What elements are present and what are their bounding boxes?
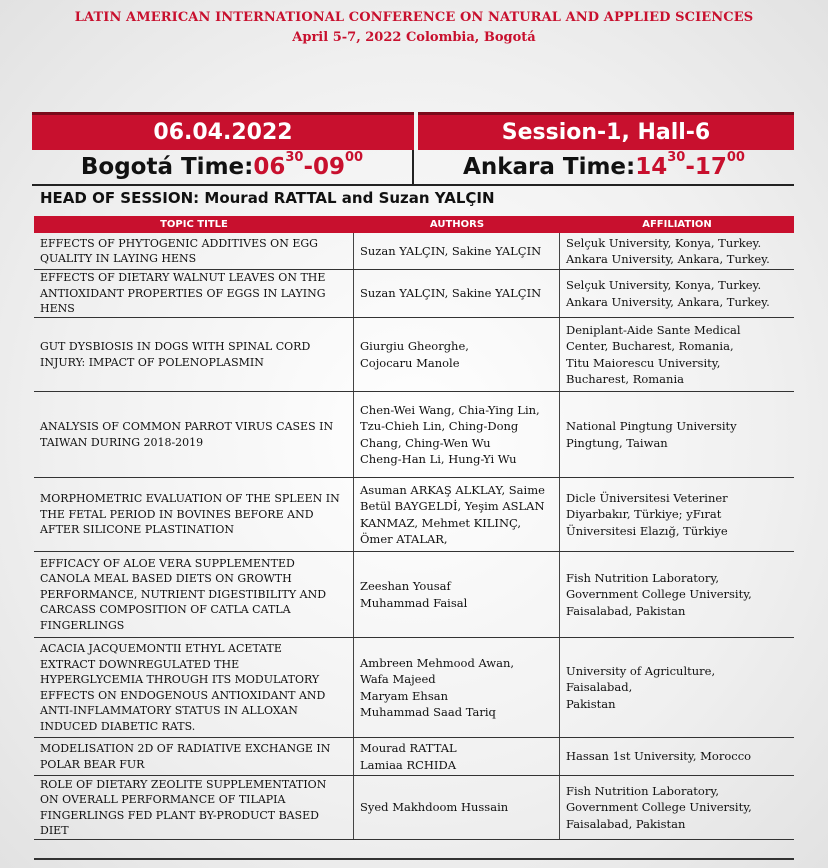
affiliation-cell <box>560 392 794 477</box>
topic-line: EFFECTS ON ENDOGENOUS ANTIOXIDANT AND <box>40 688 326 702</box>
affiliation-line: Titu Maiorescu University, <box>566 355 721 370</box>
affiliation-line: Deniplant-Aide Sante Medical <box>566 322 741 337</box>
topic-line: EFFECTS OF DIETARY WALNUT LEAVES ON THE <box>40 271 326 285</box>
affiliation-cell <box>560 552 794 637</box>
bogota-time <box>32 150 414 186</box>
affiliation-line: Fish Nutrition Laboratory, <box>566 570 719 585</box>
topic-line: CARCASS COMPOSITION OF CATLA CATLA <box>40 603 291 617</box>
conference-dates: April 5-7, 2022 Colombia, Bogotá <box>292 30 536 45</box>
authors-line: Lamiaa RCHIDA <box>360 757 456 772</box>
header-topic: TOPIC TITLE <box>160 219 228 230</box>
authors-line: Cojocaru Manole <box>360 355 460 370</box>
topic-line: HYPERGLYCEMIA THROUGH ITS MODULATORY <box>40 673 320 686</box>
affiliation-line: Government College University, <box>566 587 752 602</box>
topic-cell <box>34 552 354 637</box>
authors-line: KANMAZ, Mehmet KILINÇ, <box>360 515 522 530</box>
authors-cell <box>354 776 560 839</box>
authors-cell <box>354 318 560 391</box>
ankara-time-value: $14^{30}-17^{00}$ <box>635 150 745 180</box>
affiliation-line: Selçuk University, Konya, Turkey. <box>566 235 762 250</box>
authors-cell <box>354 478 560 551</box>
head-of-session: HEAD OF SESSION: Mourad RATTAL and Suzan YALÇIN <box>40 189 495 207</box>
session-table <box>34 216 794 840</box>
affiliation-line: Dicle Üniversitesi Veteriner <box>566 490 728 505</box>
authors-line: Suzan YALÇIN, Sakine YALÇIN <box>360 286 542 301</box>
table-row <box>34 233 794 270</box>
affiliation-cell <box>560 233 794 269</box>
header-affiliation: AFFILIATION <box>642 219 712 230</box>
topic-line: MODELISATION 2D OF RADIATIVE EXCHANGE IN <box>40 742 331 755</box>
affiliation-line: Government College University, <box>566 800 752 815</box>
topic-line: FINGERLINGS <box>40 618 125 632</box>
authors-line: Asuman ARKAŞ ALKLAY, Saime <box>360 482 545 497</box>
authors-line: Muhammad Faisal <box>360 595 468 610</box>
affiliation-cell <box>560 270 794 317</box>
topic-line: MORPHOMETRIC EVALUATION OF THE SPLEEN IN <box>40 492 340 506</box>
affiliation-line: Ankara University, Ankara, Turkey. <box>566 252 770 266</box>
authors-cell <box>354 638 560 737</box>
table-row <box>34 318 794 392</box>
topic-cell <box>34 638 354 737</box>
table-row <box>34 392 794 478</box>
affiliation-line: Center, Bucharest, Romania, <box>566 339 734 353</box>
authors-cell <box>354 233 560 269</box>
affiliation-line: Faisalabad, Pakistan <box>566 603 686 618</box>
topic-line: EXTRACT DOWNREGULATED THE <box>40 657 240 671</box>
table-header <box>34 216 794 233</box>
authors-line: Ömer ATALAR, <box>360 532 448 546</box>
authors-line: Suzan YALÇIN, Sakine YALÇIN <box>360 243 542 258</box>
ankara-time <box>414 150 794 186</box>
table-row <box>34 776 794 840</box>
topic-line: ANTI-INFLAMMATORY STATUS IN ALLOXAN <box>40 704 298 717</box>
topic-line: POLAR BEAR FUR <box>40 757 145 771</box>
affiliation-line: Hassan 1st University, Morocco <box>566 749 752 764</box>
authors-line: Wafa Majeed <box>360 672 436 686</box>
topic-line: QUALITY IN LAYING HENS <box>40 252 197 265</box>
authors-line: Cheng-Han Li, Hung-Yi Wu <box>360 452 517 466</box>
topic-line: ANTIOXIDANT PROPERTIES OF EGGS IN LAYING <box>40 286 326 300</box>
authors-line: Muhammad Saad Tariq <box>360 705 496 719</box>
authors-cell <box>354 552 560 637</box>
table-row <box>34 738 794 776</box>
topic-cell <box>34 738 354 775</box>
affiliation-cell <box>560 776 794 839</box>
topic-cell <box>34 478 354 551</box>
authors-line: Ambreen Mehmood Awan, <box>360 655 515 670</box>
session-name: Session-1, Hall-6 <box>418 112 794 150</box>
topic-line: CANOLA MEAL BASED DIETS ON GROWTH <box>40 572 292 586</box>
affiliation-line: Diyarbakır, Türkiye; yFırat <box>566 507 722 522</box>
table-body <box>34 233 794 840</box>
session-date: 06.04.2022 <box>32 112 414 150</box>
topic-line: EFFICACY OF ALOE VERA SUPPLEMENTED <box>40 556 295 570</box>
authors-line: Betül BAYGELDİ, Yeşim ASLAN <box>360 499 545 513</box>
topic-line: GUT DYSBIOSIS IN DOGS WITH SPINAL CORD <box>40 340 311 353</box>
authors-line: Chen-Wei Wang, Chia-Ying Lin, <box>360 402 540 417</box>
topic-line: INJURY: IMPACT OF POLENOPLASMIN <box>40 355 264 369</box>
topic-line: ACACIA JACQUEMONTII ETHYL ACETATE <box>40 642 282 655</box>
topic-line: FINGERLINGS FED PLANT BY-PRODUCT BASED <box>40 808 319 822</box>
table-bottom-border <box>34 858 794 860</box>
topic-line: INDUCED DIABETIC RATS. <box>40 719 196 733</box>
authors-line: Maryam Ehsan <box>360 688 449 703</box>
topic-line: AFTER SILICONE PLASTINATION <box>40 523 234 537</box>
affiliation-cell <box>560 638 794 737</box>
affiliation-line: Ankara University, Ankara, Turkey. <box>566 294 770 309</box>
header-authors: AUTHORS <box>429 219 485 230</box>
affiliation-line: University of Agriculture, <box>566 663 716 678</box>
table-row <box>34 270 794 318</box>
topic-cell <box>34 270 354 317</box>
ankara-time-label: Ankara Time: <box>463 154 636 180</box>
authors-cell <box>354 270 560 317</box>
authors-line: Giurgiu Gheorghe, <box>360 339 469 353</box>
authors-line: Mourad RATTAL <box>360 741 457 755</box>
topic-line: TAIWAN DURING 2018-2019 <box>40 435 204 449</box>
authors-line: Chang, Ching-Wen Wu <box>360 435 491 450</box>
affiliation-cell <box>560 318 794 391</box>
affiliation-cell <box>560 478 794 551</box>
topic-line: DIET <box>40 824 69 837</box>
authors-line: Zeeshan Yousaf <box>360 579 451 593</box>
topic-line: THE FETAL PERIOD IN BOVINES BEFORE AND <box>40 507 314 521</box>
topic-cell <box>34 233 354 269</box>
affiliation-line: Fish Nutrition Laboratory, <box>566 783 719 798</box>
affiliation-line: Üniversitesi Elazığ, Türkiye <box>566 523 728 538</box>
topic-line: ANALYSIS OF COMMON PARROT VIRUS CASES IN <box>40 420 334 433</box>
topic-line: ON OVERALL PERFORMANCE OF TILAPIA <box>40 793 286 806</box>
affiliation-line: National Pingtung University <box>566 419 737 433</box>
table-row <box>34 552 794 638</box>
affiliation-line: Bucharest, Romania <box>566 372 684 386</box>
topic-cell <box>34 318 354 391</box>
authors-line: Syed Makhdoom Hussain <box>360 800 509 815</box>
topic-cell <box>34 776 354 839</box>
bogota-time-label: Bogotá Time: <box>80 154 254 180</box>
affiliation-line: Pingtung, Taiwan <box>566 435 668 450</box>
bogota-time-value: $06^{30}-09^{00}$ <box>253 150 364 180</box>
topic-line: EFFECTS OF PHYTOGENIC ADDITIVES ON EGG <box>40 236 318 250</box>
affiliation-cell <box>560 738 794 775</box>
affiliation-line: Faisalabad, <box>566 680 633 695</box>
topic-cell <box>34 392 354 477</box>
authors-cell <box>354 738 560 775</box>
topic-line: ROLE OF DIETARY ZEOLITE SUPPLEMENTATION <box>40 777 327 791</box>
affiliation-line: Faisalabad, Pakistan <box>566 816 686 831</box>
authors-line: Tzu-Chieh Lin, Ching-Dong <box>360 419 519 433</box>
topic-line: HENS <box>40 302 75 316</box>
table-row <box>34 478 794 552</box>
topic-line: PERFORMANCE, NUTRIENT DIGESTIBILITY AND <box>40 587 327 601</box>
authors-cell <box>354 392 560 477</box>
affiliation-line: Pakistan <box>566 696 616 711</box>
conference-title: LATIN AMERICAN INTERNATIONAL CONFERENCE ON NATURAL AND APPLIED SCIENCES <box>74 10 754 25</box>
affiliation-line: Selçuk University, Konya, Turkey. <box>566 278 762 292</box>
table-row <box>34 638 794 738</box>
